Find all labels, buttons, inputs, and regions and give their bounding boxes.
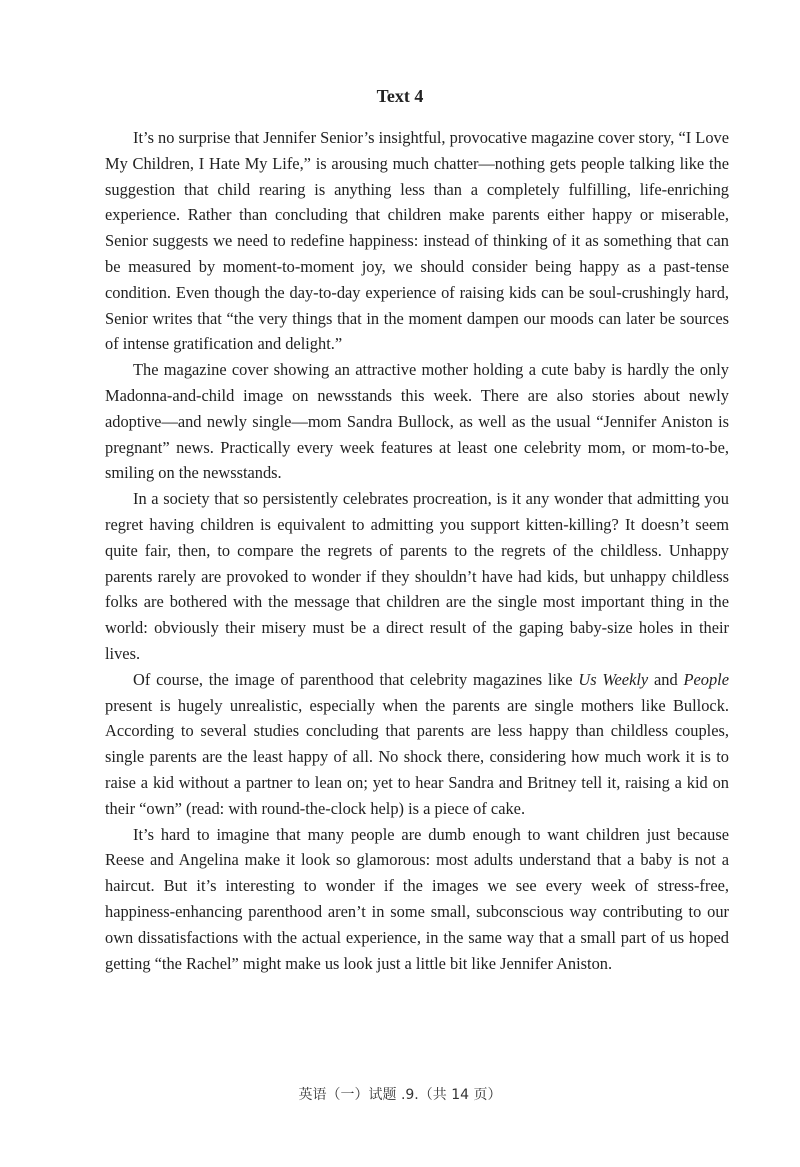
paragraph-text: In a society that so persistently celebrates procreation, is it any wonder that admitting you regret having children is equivalent to admitting you support kitten-killing? It doesn’t seem quite fair, then, to compare the regrets of parents to the regrets of the childless. Unhappy parents rarely are provoked to wonder if they shouldn’t have had kids, but unhappy childless folks are bothered with the message that children are the single most important thing in the world: obviously their misery must be a direct result of the gaping baby-size holes in their lives. <box>105 489 729 663</box>
paragraph-text: Of course, the image of parenthood that celebrity magazines like <box>133 669 579 689</box>
paragraph-text: It’s hard to imagine that many people are dumb enough to want children just because Reese and Angelina make it look so glamorous: most adults understand that a baby is not a haircut. But it’s interesting to wonder if the images we see every week of stress-free, happiness-enhancing parenthood aren’t in some small, subconscious way contributing to our own dissatisfactions with the actual experience, in the same way that a small part of us hoped getting “the Rachel” might make us look just a little bit like Jennifer Aniston. <box>105 824 729 973</box>
magazine-title-people: People <box>683 669 729 689</box>
paragraph-text: and <box>648 669 684 689</box>
paragraph-5 <box>105 822 729 977</box>
page-footer: 英语（一）试题 .9.（共 14 页） <box>298 1087 502 1103</box>
paragraph-2 <box>105 357 729 486</box>
paragraph-text: The magazine cover showing an attractive mother holding a cute baby is hardly the only Madonna-and-child image on newsstands this week. There are also stories about newly adoptive—and newly single—mom Sandra Bullock, as well as the usual “Jennifer Aniston is pregnant” news. Practically every week features at least one celebrity mom, or mom-to-be, smiling on the newsstands. <box>105 360 729 483</box>
paragraph-3 <box>105 486 729 667</box>
paragraph-text: It’s no surprise that Jennifer Senior’s insightful, provocative magazine cover story, “I Love My Children, I Hate My Life,” is arousing much chatter—nothing gets people talking like the suggestion that child rearing is anything less than a completely fulfilling, life-enriching experience. Rather than concluding that children make parents either happy or miserable, Senior suggests we need to redefine happiness: instead of thinking of it as something that can be measured by moment-to-moment joy, we should consider being happy as a past-tense condition. Even though the day-to-day experience of raising kids can be soul-crushingly hard, Senior writes that “the very things that in the moment dampen our moods can later be sources of intense gratification and delight.” <box>105 128 729 354</box>
paragraph-text: present is hugely unrealistic, especially when the parents are single mothers like Bullock. According to several studies concluding that parents are less happy than childless couples, single parents are the least happy of all. No shock there, considering how much work it is to raise a kid without a partner to lean on; yet to hear Sandra and Britney tell it, raising a kid on their “own” (read: with round-the-clock help) is a piece of cake. <box>105 695 729 818</box>
magazine-title-us-weekly: Us Weekly <box>578 669 649 689</box>
paragraph-4 <box>105 667 729 822</box>
paragraph-1 <box>105 125 729 357</box>
article-body <box>105 125 729 976</box>
page-title: Text 4 <box>376 86 424 106</box>
